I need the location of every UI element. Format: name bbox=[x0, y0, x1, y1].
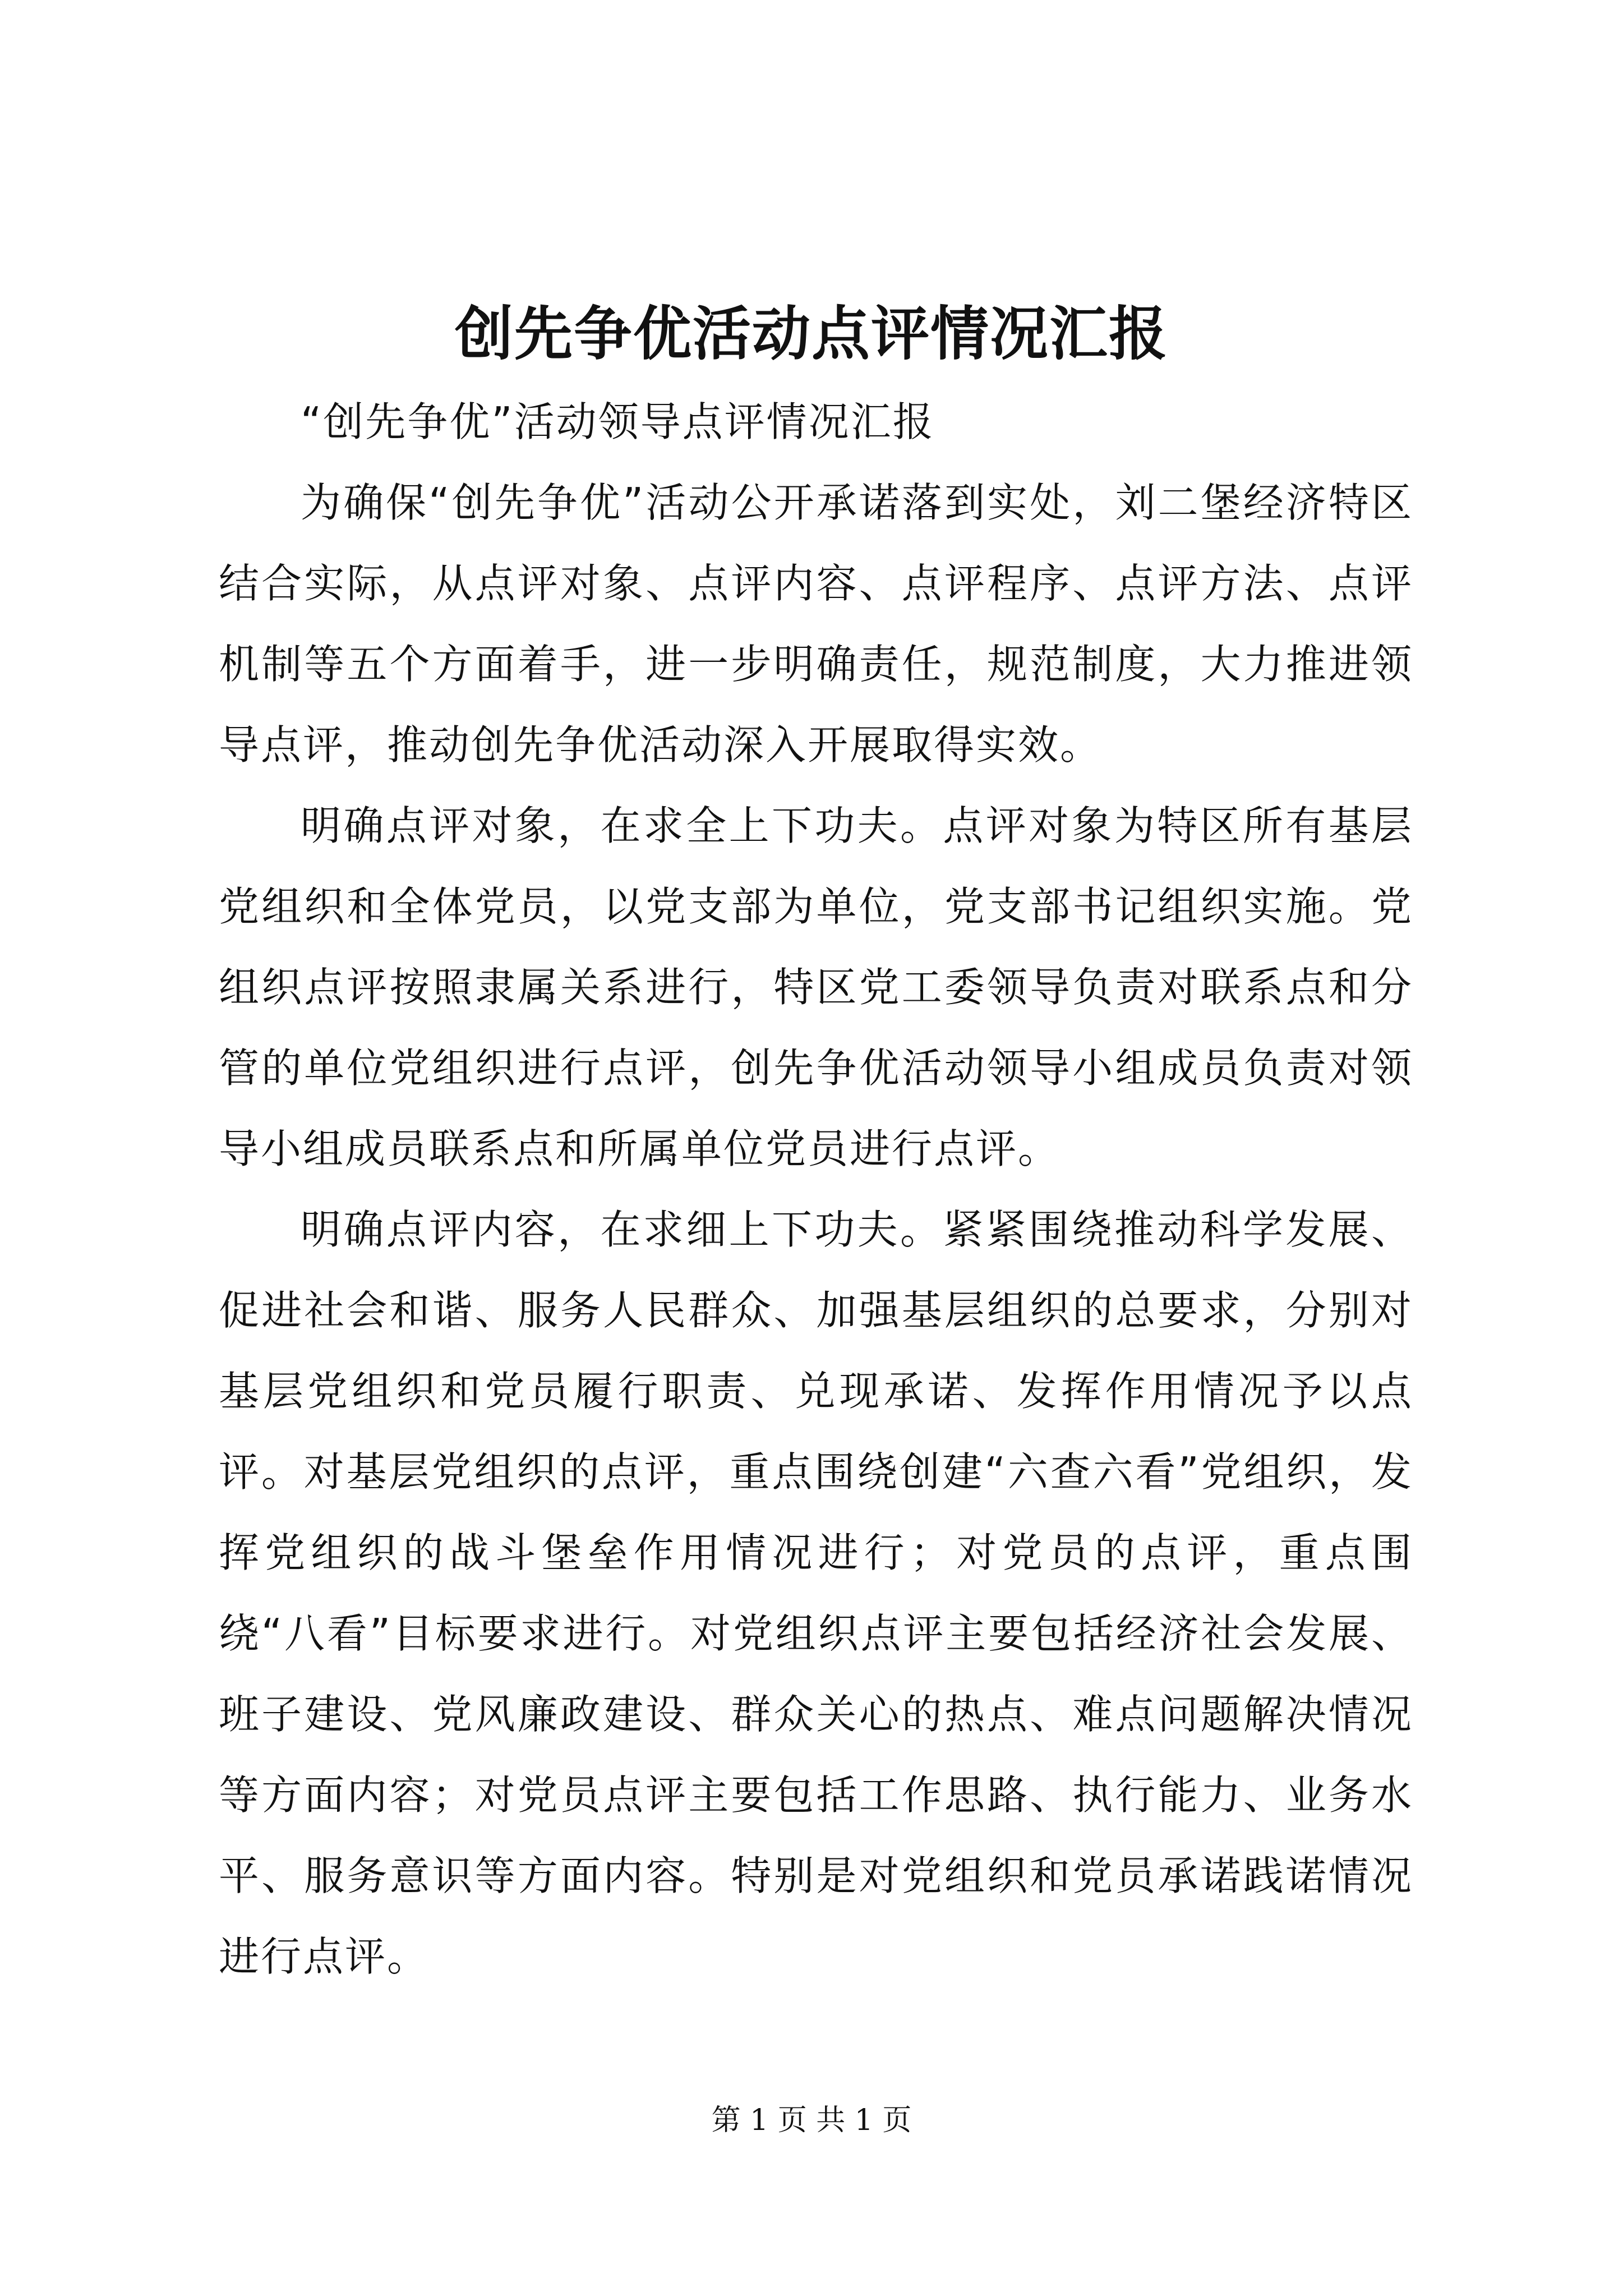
document-title: 创先争优活动点评情况汇报 bbox=[454, 299, 1168, 368]
body-paragraph: 明确点评内容，在求细上下功夫。紧紧围绕推动科学发展、促进社会和谐、服务人民群众、加强基层组织的总要求，分别对基层党组织和党员履行职责、兑现承诺、发挥作用情况予以点评。对基层党组织的点评，重点围绕创建“六查六看”党组织，发挥党组织的战斗堡垒作用情况进行；对党员的点评，重点围绕“八看”目标要求进行。对党组织点评主要包括经济社会发展、班子建设、党风廉政建设、群众关心的热点、难点问题解决情况等方面内容；对党员点评主要包括工作思路、执行能力、业务水平、服务意识等方面内容。特别是对党组织和党员承诺践诺情况进行点评。 bbox=[219, 1206, 1413, 1980]
subtitle-paragraph: “创先争优”活动领导点评情况汇报 bbox=[301, 398, 935, 445]
page-footer: 第 1 页 共 1 页 bbox=[711, 2104, 912, 2137]
document-body bbox=[219, 381, 1413, 1997]
body-paragraph: 为确保“创先争优”活动公开承诺落到实处，刘二堡经济特区结合实际，从点评对象、点评内容、点评程序、点评方法、点评机制等五个方面着手，进一步明确责任，规范制度，大力推进领导点评，推动创先争优活动深入开展取得实效。 bbox=[219, 479, 1413, 769]
body-paragraph: 明确点评对象，在求全上下功夫。点评对象为特区所有基层党组织和全体党员，以党支部为单位，党支部书记组织实施。党组织点评按照隶属关系进行，特区党工委领导负责对联系点和分管的单位党组织进行点评，创先争优活动领导小组成员负责对领导小组成员联系点和所属单位党员进行点评。 bbox=[219, 802, 1413, 1172]
